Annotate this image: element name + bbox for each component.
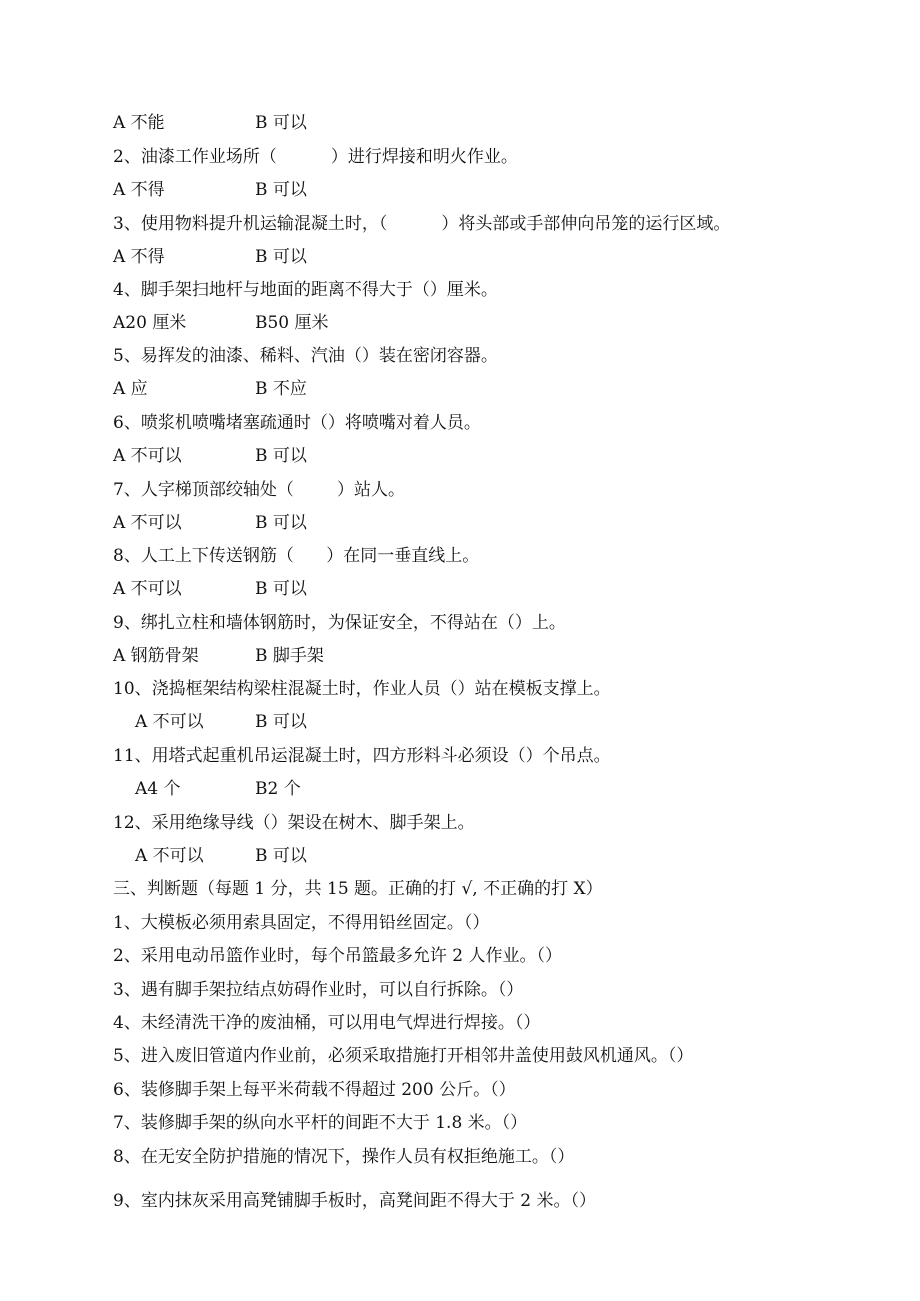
- option-a: A 不可以: [113, 446, 182, 466]
- question-text: 7、装修脚手架的纵向水平杆的间距不大于 1.8 米。（）: [113, 1113, 528, 1133]
- option-b: B2 个: [255, 779, 301, 799]
- option-b: B 可以: [255, 180, 307, 200]
- option-b: B 可以: [255, 513, 307, 533]
- question-text: 6、喷浆机喷嘴堵塞疏通时（）将喷嘴对着人员。: [113, 413, 481, 433]
- question-text: 9、室内抹灰采用高凳铺脚手板时，高凳间距不得大于 2 米。（）: [113, 1191, 596, 1211]
- option-a: A 不可以: [113, 579, 182, 599]
- option-a: A 不能: [113, 113, 165, 133]
- question-text: 5、易挥发的油漆、稀料、汽油（）装在密闭容器。: [113, 346, 498, 366]
- question-text: 8、在无安全防护措施的情况下，操作人员有权拒绝施工。（）: [113, 1147, 575, 1167]
- question-text: 7、人字梯顶部绞轴处（ ）站人。: [113, 480, 406, 500]
- option-b: B 可以: [255, 579, 307, 599]
- answer-options: [113, 512, 307, 534]
- question-text: 5、进入废旧管道内作业前，必须采取措施打开相邻井盖使用鼓风机通风。（）: [113, 1046, 694, 1066]
- option-b: B50 厘米: [255, 313, 329, 333]
- question-text: 3、遇有脚手架拉结点妨碍作业时，可以自行拆除。（）: [113, 980, 524, 1000]
- answer-options: [113, 645, 324, 667]
- option-a: A 钢筋骨架: [113, 646, 199, 666]
- question-text: 2、采用电动吊篮作业时，每个吊篮最多允许 2 人作业。（）: [113, 946, 562, 966]
- answer-options: [113, 312, 329, 334]
- option-a: A4 个: [135, 779, 181, 799]
- option-a: A 不可以: [113, 513, 182, 533]
- question-text: 2、油漆工作业场所（ ）进行焊接和明火作业。: [113, 147, 518, 167]
- option-b: B 可以: [255, 446, 307, 466]
- question-text: 11、用塔式起重机吊运混凝土时，四方形料斗必须设（）个吊点。: [113, 746, 611, 766]
- question-text: 9、绑扎立柱和墙体钢筋时，为保证安全，不得站在（）上。: [113, 613, 566, 633]
- question-text: 4、脚手架扫地杆与地面的距离不得大于（）厘米。: [113, 280, 498, 300]
- section-heading: 三、判断题（每题 1 分，共 15 题。正确的打 √, 不正确的打 X）: [113, 879, 603, 899]
- option-a: A 不可以: [135, 846, 204, 866]
- option-a: A 不得: [113, 180, 165, 200]
- question-text: 12、采用绝缘导线（）架设在树木、脚手架上。: [113, 813, 475, 833]
- option-b: B 不应: [255, 379, 307, 399]
- option-a: A20 厘米: [113, 313, 187, 333]
- option-b: B 可以: [255, 113, 307, 133]
- answer-options: [135, 845, 307, 867]
- question-text: 3、使用物料提升机运输混凝土时，（ ）将头部或手部伸向吊笼的运行区域。: [113, 214, 731, 234]
- option-b: B 可以: [255, 846, 307, 866]
- option-b: B 可以: [255, 712, 307, 732]
- option-b: B 可以: [255, 247, 307, 267]
- question-text: 10、浇捣框架结构梁柱混凝土时，作业人员（）站在模板支撑上。: [113, 679, 611, 699]
- answer-options: [113, 378, 307, 400]
- option-a: A 不可以: [135, 712, 204, 732]
- option-a: A 不得: [113, 247, 165, 267]
- option-b: B 脚手架: [255, 646, 324, 666]
- question-text: 8、人工上下传送钢筋（ ）在同一垂直线上。: [113, 546, 480, 566]
- answer-options: [113, 112, 307, 134]
- question-text: 4、未经清洗干净的废油桶，可以用电气焊进行焊接。（）: [113, 1013, 541, 1033]
- answer-options: [113, 578, 307, 600]
- answer-options: [135, 778, 301, 800]
- option-a: A 应: [113, 379, 148, 399]
- answer-options: [113, 179, 307, 201]
- question-text: 1、大模板必须用索具固定，不得用铅丝固定。（）: [113, 913, 490, 933]
- answer-options: [135, 711, 307, 733]
- question-text: 6、装修脚手架上每平米荷载不得超过 200 公斤。（）: [113, 1080, 516, 1100]
- answer-options: [113, 445, 307, 467]
- answer-options: [113, 246, 307, 268]
